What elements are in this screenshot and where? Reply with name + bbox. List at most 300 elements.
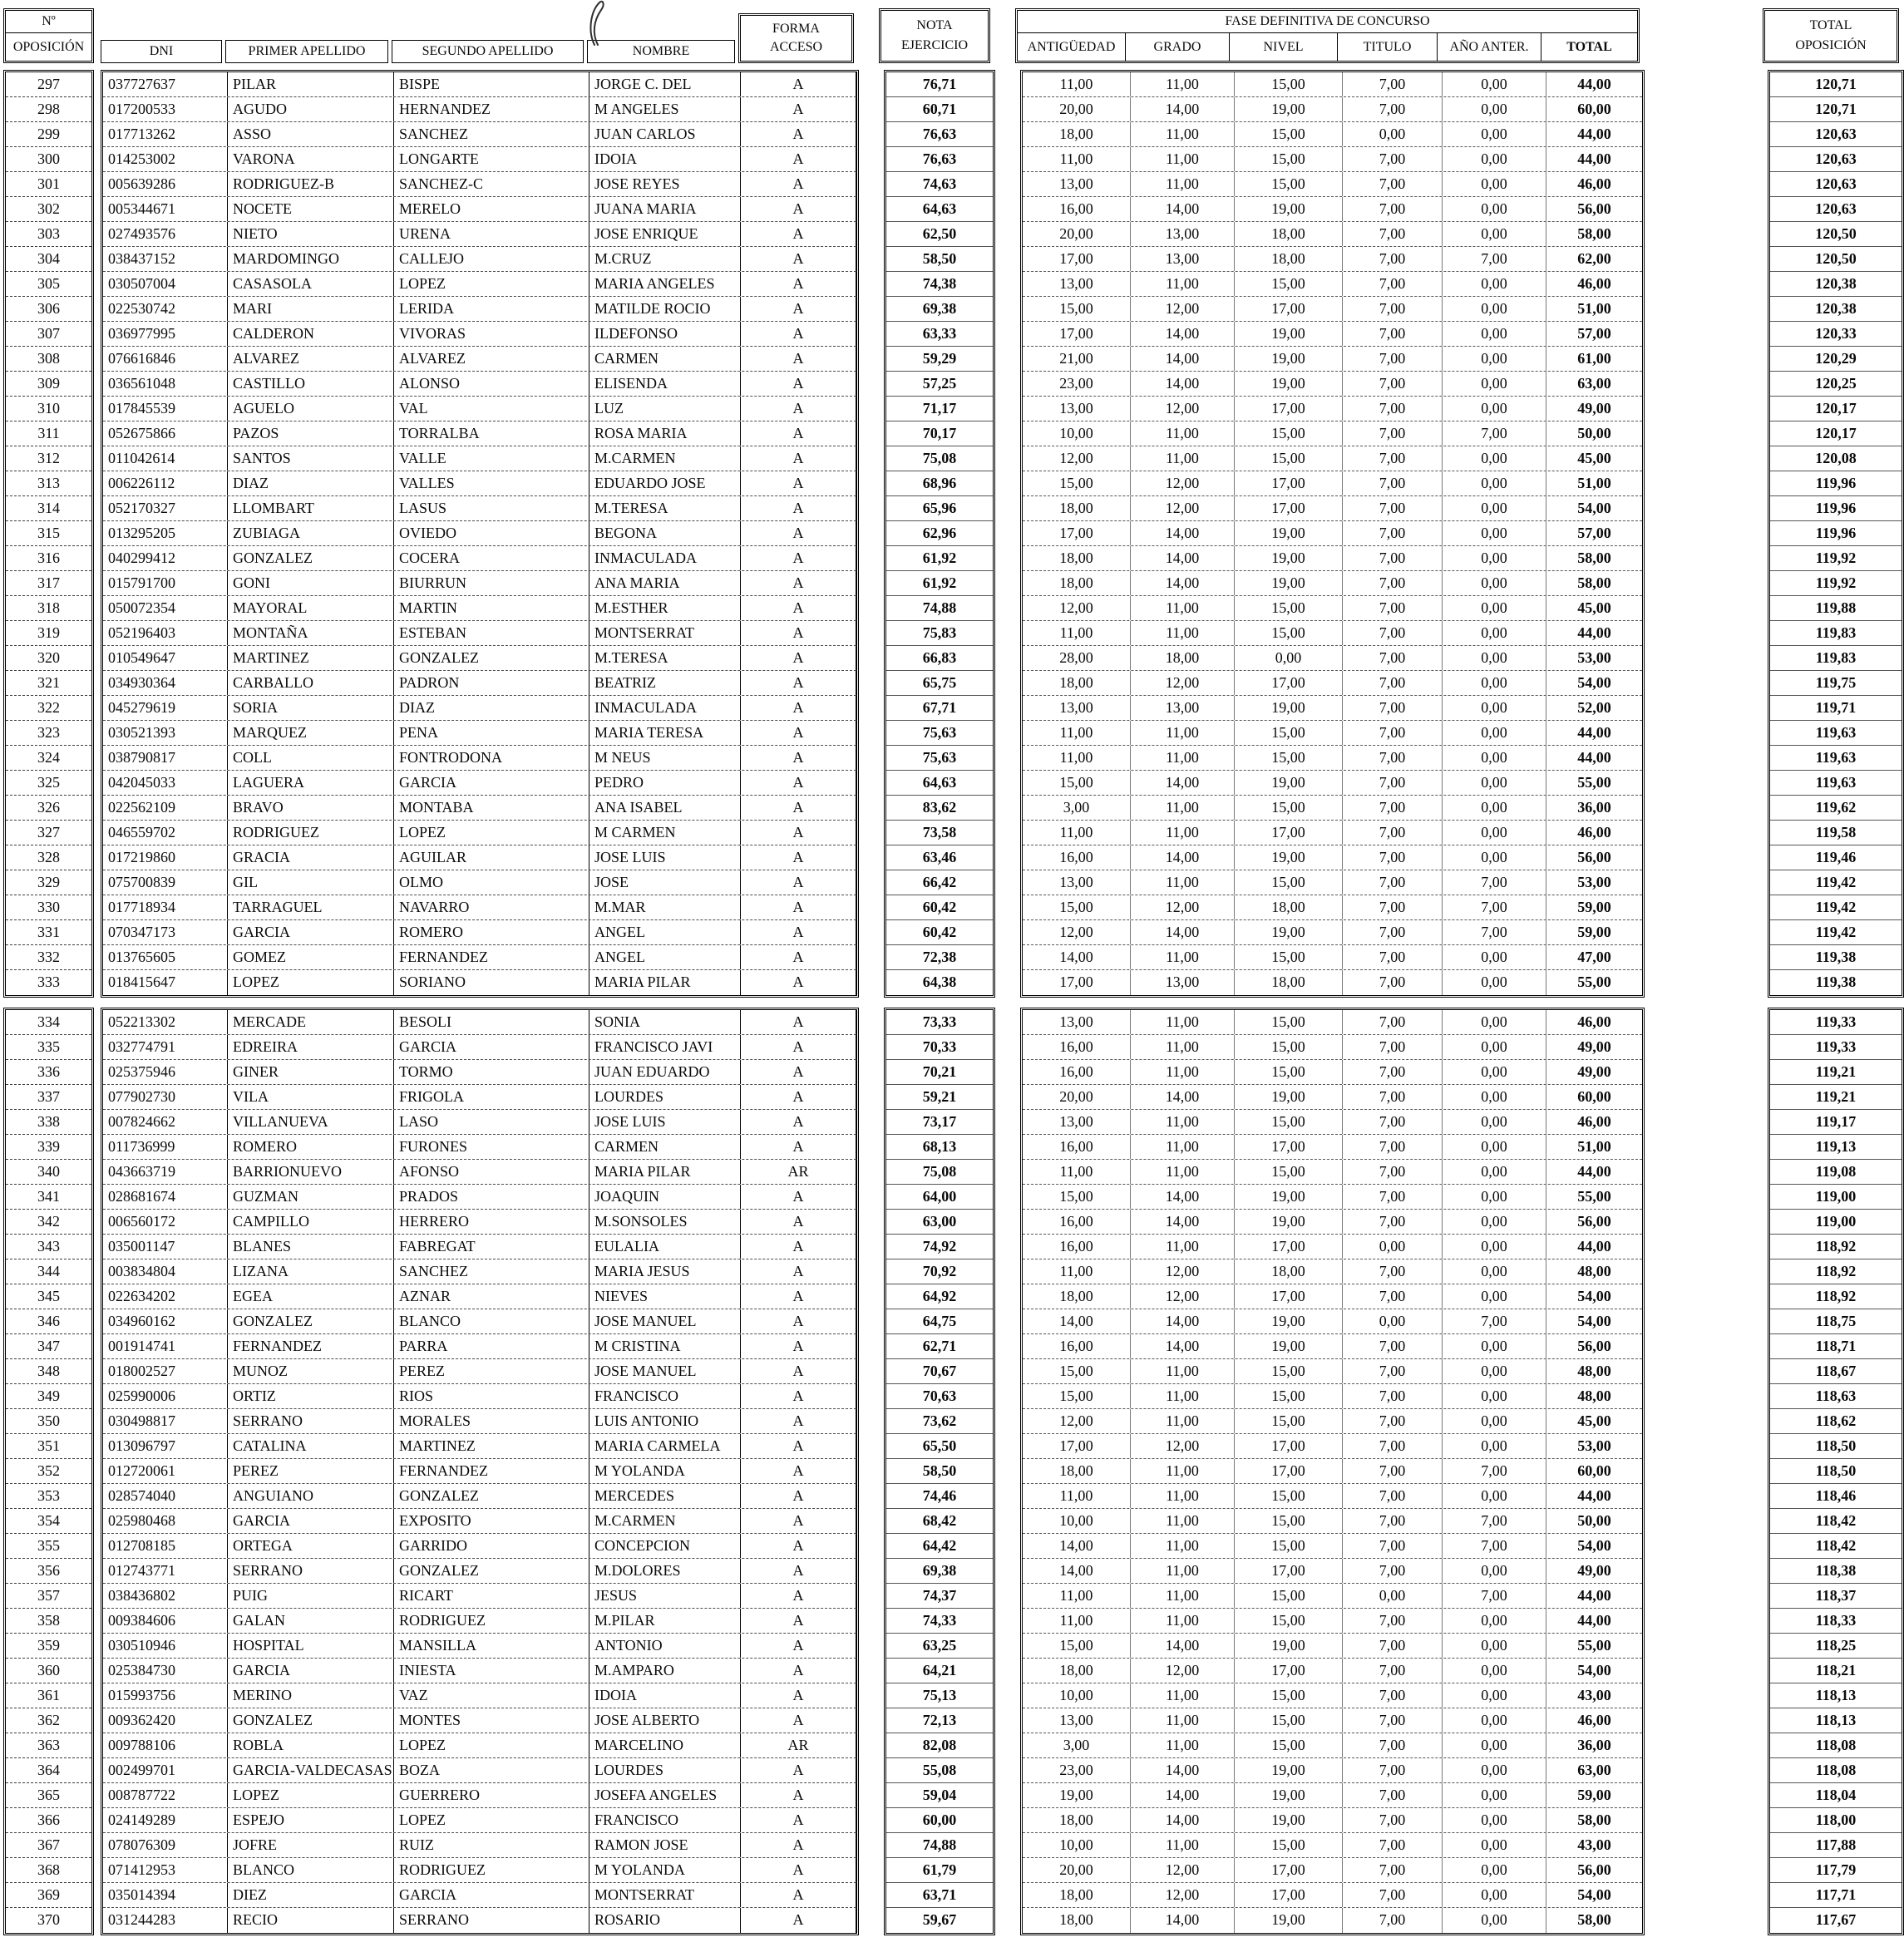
cell-total-oposicion: 119,92 xyxy=(1770,571,1902,596)
cell-total-concurso: 58,00 xyxy=(1577,1911,1611,1928)
cell-total-concurso: 51,00 xyxy=(1577,475,1611,491)
cell-nivel: 19,00 xyxy=(1235,1334,1343,1358)
cell-ano-anter: 0,00 xyxy=(1443,222,1546,246)
cell-total-oposicion: 119,62 xyxy=(1770,796,1902,821)
cell-primer-apellido: CARBALLO xyxy=(228,671,394,695)
cell-nombre: JOSE LUIS xyxy=(589,845,741,870)
cell-nivel: 17,00 xyxy=(1235,297,1343,321)
header-titulo: TITULO xyxy=(1338,33,1438,61)
table-row xyxy=(1023,1035,1642,1060)
cell-nombre: JUAN CARLOS xyxy=(589,122,741,146)
cell-total-oposicion: 118,25 xyxy=(1770,1634,1902,1659)
cell-num-oposicion: 297 xyxy=(6,72,91,97)
cell-nombre: MERCEDES xyxy=(589,1484,741,1508)
cell-forma-acceso: A xyxy=(741,920,856,944)
cell-primer-apellido: MAYORAL xyxy=(228,596,394,620)
cell-nombre: RAMON JOSE xyxy=(589,1833,741,1857)
cell-nombre: LOURDES xyxy=(589,1085,741,1109)
cell-total-concurso: 58,00 xyxy=(1577,1812,1611,1828)
cell-segundo-apellido: LASO xyxy=(394,1110,589,1134)
cell-forma-acceso: A xyxy=(741,895,856,919)
cell-primer-apellido: PEREZ xyxy=(228,1459,394,1483)
cell-nota-ejercicio: 65,50 xyxy=(886,1434,993,1459)
cell-antiguedad: 18,00 xyxy=(1023,122,1131,146)
cell-dni: 009384606 xyxy=(103,1609,228,1633)
cell-dni: 005344671 xyxy=(103,197,228,221)
cell-total-oposicion: 119,63 xyxy=(1770,746,1902,771)
table-row xyxy=(103,197,856,222)
cell-total-oposicion: 119,38 xyxy=(1770,945,1902,970)
cell-forma-acceso: A xyxy=(741,521,856,545)
cell-nombre: M.TERESA xyxy=(589,646,741,670)
cell-ano-anter: 0,00 xyxy=(1443,1833,1546,1857)
table-row xyxy=(1023,1659,1642,1683)
cell-titulo: 7,00 xyxy=(1343,1634,1443,1658)
cell-primer-apellido: MARQUEZ xyxy=(228,721,394,745)
cell-titulo: 7,00 xyxy=(1343,1185,1443,1209)
table-row xyxy=(1023,621,1642,646)
cell-titulo: 7,00 xyxy=(1343,421,1443,446)
cell-total-oposicion: 119,08 xyxy=(1770,1160,1902,1185)
cell-forma-acceso: A xyxy=(741,122,856,146)
cell-total-concurso: 56,00 xyxy=(1577,1861,1611,1878)
cell-grado: 11,00 xyxy=(1131,446,1235,471)
cell-forma-acceso: A xyxy=(741,1783,856,1807)
cell-ano-anter: 7,00 xyxy=(1443,1309,1546,1333)
cell-primer-apellido: AGUDO xyxy=(228,97,394,121)
cell-ano-anter: 0,00 xyxy=(1443,496,1546,520)
cell-nivel: 15,00 xyxy=(1235,272,1343,296)
cell-forma-acceso: A xyxy=(741,1833,856,1857)
cell-nombre: INMACULADA xyxy=(589,696,741,720)
cell-grado: 14,00 xyxy=(1131,197,1235,221)
cell-dni: 015791700 xyxy=(103,571,228,595)
cell-total-concurso: 58,00 xyxy=(1577,574,1611,591)
table-row xyxy=(103,521,856,546)
cell-dni: 003834804 xyxy=(103,1259,228,1284)
table-row xyxy=(1023,870,1642,895)
cell-segundo-apellido: FRIGOLA xyxy=(394,1085,589,1109)
cell-nivel: 17,00 xyxy=(1235,1459,1343,1483)
cell-nivel: 15,00 xyxy=(1235,446,1343,471)
cell-nota-ejercicio: 75,63 xyxy=(886,721,993,746)
cell-grado: 12,00 xyxy=(1131,1883,1235,1907)
cell-nivel: 17,00 xyxy=(1235,1559,1343,1583)
cell-total-oposicion: 118,08 xyxy=(1770,1733,1902,1758)
cell-total-oposicion: 119,42 xyxy=(1770,920,1902,945)
cell-nivel: 15,00 xyxy=(1235,1384,1343,1408)
cell-total-oposicion: 120,71 xyxy=(1770,97,1902,122)
table-row xyxy=(103,920,856,945)
cell-primer-apellido: FERNANDEZ xyxy=(228,1334,394,1358)
cell-forma-acceso: A xyxy=(741,1509,856,1533)
cell-total-oposicion: 118,71 xyxy=(1770,1334,1902,1359)
cell-titulo: 7,00 xyxy=(1343,1758,1443,1782)
cell-nombre: M.DOLORES xyxy=(589,1559,741,1583)
table-row xyxy=(103,222,856,247)
cell-num-oposicion: 310 xyxy=(6,397,91,421)
cell-nota-ejercicio: 75,13 xyxy=(886,1683,993,1708)
cell-grado: 18,00 xyxy=(1131,646,1235,670)
cell-titulo: 7,00 xyxy=(1343,1259,1443,1284)
cell-nivel: 15,00 xyxy=(1235,721,1343,745)
table-row xyxy=(103,746,856,771)
cell-antiguedad: 18,00 xyxy=(1023,1659,1131,1683)
cell-num-oposicion: 351 xyxy=(6,1434,91,1459)
cell-dni: 028681674 xyxy=(103,1185,228,1209)
table-row xyxy=(1023,1858,1642,1883)
table-row xyxy=(103,297,856,322)
cell-ano-anter: 0,00 xyxy=(1443,1135,1546,1159)
cell-primer-apellido: GONZALEZ xyxy=(228,546,394,570)
cell-dni: 006560172 xyxy=(103,1210,228,1234)
cell-titulo: 7,00 xyxy=(1343,1683,1443,1708)
cell-ano-anter: 0,00 xyxy=(1443,1634,1546,1658)
cell-num-oposicion: 314 xyxy=(6,496,91,521)
cell-segundo-apellido: ALONSO xyxy=(394,372,589,396)
cell-nivel: 15,00 xyxy=(1235,870,1343,895)
cell-ano-anter: 7,00 xyxy=(1443,1509,1546,1533)
table-row xyxy=(1023,1808,1642,1833)
table-row xyxy=(103,1235,856,1259)
cell-grado: 11,00 xyxy=(1131,1160,1235,1184)
cell-ano-anter: 7,00 xyxy=(1443,870,1546,895)
table-row xyxy=(1023,122,1642,147)
cell-primer-apellido: SERRANO xyxy=(228,1409,394,1433)
cell-num-oposicion: 309 xyxy=(6,372,91,397)
cell-dni: 001914741 xyxy=(103,1334,228,1358)
cell-total-concurso: 54,00 xyxy=(1577,1537,1611,1554)
cell-forma-acceso: A xyxy=(741,796,856,820)
cell-antiguedad: 13,00 xyxy=(1023,870,1131,895)
cell-total-oposicion: 118,08 xyxy=(1770,1758,1902,1783)
cell-forma-acceso: A xyxy=(741,1758,856,1782)
cell-forma-acceso: A xyxy=(741,1858,856,1882)
table-row xyxy=(1023,397,1642,421)
cell-total-oposicion: 120,50 xyxy=(1770,222,1902,247)
table-row xyxy=(103,1185,856,1210)
cell-titulo: 7,00 xyxy=(1343,1708,1443,1733)
cell-titulo: 7,00 xyxy=(1343,72,1443,96)
cell-titulo: 7,00 xyxy=(1343,347,1443,371)
cell-dni: 011736999 xyxy=(103,1135,228,1159)
cell-segundo-apellido: RODRIGUEZ xyxy=(394,1609,589,1633)
cell-grado: 11,00 xyxy=(1131,621,1235,645)
table-row xyxy=(1023,1634,1642,1659)
table-row xyxy=(1023,1210,1642,1235)
cell-segundo-apellido: GARCIA xyxy=(394,771,589,795)
table-row xyxy=(1023,1758,1642,1783)
cell-primer-apellido: LAGUERA xyxy=(228,771,394,795)
cell-nivel: 19,00 xyxy=(1235,1808,1343,1832)
cell-total-oposicion: 120,29 xyxy=(1770,347,1902,372)
cell-segundo-apellido: MONTES xyxy=(394,1708,589,1733)
table-row xyxy=(103,1683,856,1708)
table-row xyxy=(1023,197,1642,222)
cell-nombre: M CARMEN xyxy=(589,821,741,845)
cell-total-oposicion: 118,42 xyxy=(1770,1509,1902,1534)
cell-forma-acceso: A xyxy=(741,1409,856,1433)
cell-total-concurso: 44,00 xyxy=(1577,624,1611,641)
cell-num-oposicion: 354 xyxy=(6,1509,91,1534)
cell-num-oposicion: 322 xyxy=(6,696,91,721)
cell-nota-ejercicio: 66,42 xyxy=(886,870,993,895)
cell-dni: 006226112 xyxy=(103,471,228,495)
cell-nombre: MARCELINO xyxy=(589,1733,741,1757)
cell-nombre: M NEUS xyxy=(589,746,741,770)
cell-grado: 13,00 xyxy=(1131,222,1235,246)
cell-primer-apellido: BRAVO xyxy=(228,796,394,820)
cell-dni: 013765605 xyxy=(103,945,228,969)
cell-primer-apellido: CALDERON xyxy=(228,322,394,346)
cell-total-concurso: 57,00 xyxy=(1577,325,1611,342)
cell-segundo-apellido: LERIDA xyxy=(394,297,589,321)
cell-nota-ejercicio: 73,62 xyxy=(886,1409,993,1434)
cell-total-concurso: 48,00 xyxy=(1577,1263,1611,1279)
cell-nivel: 15,00 xyxy=(1235,1683,1343,1708)
cell-dni: 032774791 xyxy=(103,1035,228,1059)
cell-ano-anter: 0,00 xyxy=(1443,1160,1546,1184)
cell-antiguedad: 13,00 xyxy=(1023,397,1131,421)
cell-titulo: 7,00 xyxy=(1343,870,1443,895)
cell-total-concurso: 52,00 xyxy=(1577,699,1611,716)
cell-grado: 13,00 xyxy=(1131,247,1235,271)
cell-segundo-apellido: GONZALEZ xyxy=(394,646,589,670)
table-row xyxy=(1023,1584,1642,1609)
cell-primer-apellido: ROMERO xyxy=(228,1135,394,1159)
cell-nivel: 19,00 xyxy=(1235,521,1343,545)
cell-ano-anter: 0,00 xyxy=(1443,446,1546,471)
cell-primer-apellido: GONZALEZ xyxy=(228,1309,394,1333)
cell-antiguedad: 19,00 xyxy=(1023,1783,1131,1807)
cell-nota-ejercicio: 70,67 xyxy=(886,1359,993,1384)
cell-grado: 11,00 xyxy=(1131,1409,1235,1433)
table-row xyxy=(1023,1085,1642,1110)
cell-antiguedad: 10,00 xyxy=(1023,421,1131,446)
cell-forma-acceso: A xyxy=(741,1085,856,1109)
cell-total-concurso: 46,00 xyxy=(1577,175,1611,192)
cell-antiguedad: 10,00 xyxy=(1023,1833,1131,1857)
cell-antiguedad: 20,00 xyxy=(1023,97,1131,121)
cell-nombre: M.TERESA xyxy=(589,496,741,520)
cell-dni: 038436802 xyxy=(103,1584,228,1608)
cell-forma-acceso: A xyxy=(741,1634,856,1658)
cell-nombre: MARIA PILAR xyxy=(589,970,741,995)
cell-num-oposicion: 312 xyxy=(6,446,91,471)
cell-nivel: 15,00 xyxy=(1235,1359,1343,1383)
cell-antiguedad: 12,00 xyxy=(1023,920,1131,944)
cell-total-oposicion: 117,88 xyxy=(1770,1833,1902,1858)
table-row xyxy=(103,471,856,496)
header-num-line1: Nº xyxy=(6,11,91,33)
cell-forma-acceso: A xyxy=(741,821,856,845)
cell-dni: 052170327 xyxy=(103,496,228,520)
cell-primer-apellido: HOSPITAL xyxy=(228,1634,394,1658)
cell-segundo-apellido: FABREGAT xyxy=(394,1235,589,1259)
cell-titulo: 7,00 xyxy=(1343,521,1443,545)
table-row xyxy=(103,1210,856,1235)
cell-antiguedad: 16,00 xyxy=(1023,1210,1131,1234)
cell-num-oposicion: 369 xyxy=(6,1883,91,1908)
cell-primer-apellido: MONTAÑA xyxy=(228,621,394,645)
header-fase-group xyxy=(1015,8,1640,63)
cell-num-oposicion: 323 xyxy=(6,721,91,746)
cell-total-concurso: 59,00 xyxy=(1577,1787,1611,1803)
cell-total-oposicion: 118,46 xyxy=(1770,1484,1902,1509)
cell-forma-acceso: A xyxy=(741,197,856,221)
cell-dni: 013096797 xyxy=(103,1434,228,1458)
cell-total-concurso: 47,00 xyxy=(1577,949,1611,965)
table-row xyxy=(103,1085,856,1110)
cell-total-concurso: 46,00 xyxy=(1577,275,1611,292)
cell-total-concurso: 60,00 xyxy=(1577,1462,1611,1479)
cell-num-oposicion: 334 xyxy=(6,1010,91,1035)
cell-segundo-apellido: RODRIGUEZ xyxy=(394,1858,589,1882)
cell-forma-acceso: A xyxy=(741,1259,856,1284)
cell-total-oposicion: 117,67 xyxy=(1815,1911,1857,1928)
cell-total-oposicion: 118,42 xyxy=(1770,1534,1902,1559)
cell-nota-ejercicio: 70,63 xyxy=(886,1384,993,1409)
table-row xyxy=(1023,821,1642,845)
cell-antiguedad: 15,00 xyxy=(1023,1634,1131,1658)
table-row xyxy=(103,147,856,172)
cell-segundo-apellido: TORMO xyxy=(394,1060,589,1084)
cell-forma-acceso: A xyxy=(741,496,856,520)
cell-total-oposicion: 118,38 xyxy=(1770,1559,1902,1584)
cell-primer-apellido: PAZOS xyxy=(228,421,394,446)
cell-primer-apellido: BLANES xyxy=(228,1235,394,1259)
cell-segundo-apellido: BOZA xyxy=(394,1758,589,1782)
cell-titulo: 7,00 xyxy=(1343,696,1443,720)
cell-titulo: 7,00 xyxy=(1343,796,1443,820)
cell-primer-apellido: AGUELO xyxy=(228,397,394,421)
cell-dni: 040299412 xyxy=(103,546,228,570)
table-row xyxy=(1023,1534,1642,1559)
header-primer-apellido: PRIMER APELLIDO xyxy=(225,40,388,63)
cell-nota-ejercicio: 74,33 xyxy=(886,1609,993,1634)
cell-grado: 11,00 xyxy=(1131,1609,1235,1633)
cell-grado: 14,00 xyxy=(1131,1908,1235,1933)
cell-forma-acceso: A xyxy=(741,1210,856,1234)
cell-dni: 017200533 xyxy=(103,97,228,121)
cell-forma-acceso: A xyxy=(741,471,856,495)
cell-segundo-apellido: AZNAR xyxy=(394,1284,589,1309)
cell-antiguedad: 16,00 xyxy=(1023,197,1131,221)
header-total-oposicion xyxy=(1763,8,1899,63)
cell-titulo: 7,00 xyxy=(1343,1110,1443,1134)
cell-grado: 11,00 xyxy=(1131,1060,1235,1084)
cell-nivel: 18,00 xyxy=(1235,222,1343,246)
cell-ano-anter: 0,00 xyxy=(1443,1235,1546,1259)
table-row xyxy=(103,1110,856,1135)
cell-primer-apellido: LOPEZ xyxy=(228,1783,394,1807)
cell-segundo-apellido: GUERRERO xyxy=(394,1783,589,1807)
table-row xyxy=(1023,1434,1642,1459)
cell-nombre: EDUARDO JOSE xyxy=(589,471,741,495)
cell-primer-apellido: GIL xyxy=(228,870,394,895)
cell-nivel: 15,00 xyxy=(1235,1010,1343,1034)
cell-nivel: 18,00 xyxy=(1235,970,1343,995)
cell-nombre: M ANGELES xyxy=(589,97,741,121)
column-total-oposicion xyxy=(1768,70,1904,998)
cell-titulo: 7,00 xyxy=(1343,571,1443,595)
cell-ano-anter: 0,00 xyxy=(1443,1284,1546,1309)
header-dni-wrap xyxy=(101,40,225,63)
cell-grado: 12,00 xyxy=(1131,1259,1235,1284)
cell-total-concurso: 61,00 xyxy=(1577,350,1611,367)
cell-num-oposicion: 341 xyxy=(6,1185,91,1210)
cell-dni: 012743771 xyxy=(103,1559,228,1583)
cell-nivel: 15,00 xyxy=(1235,421,1343,446)
cell-segundo-apellido: GARRIDO xyxy=(394,1534,589,1558)
cell-forma-acceso: A xyxy=(741,397,856,421)
cell-antiguedad: 17,00 xyxy=(1023,322,1131,346)
cell-forma-acceso: A xyxy=(741,1185,856,1209)
table-row xyxy=(1023,1185,1642,1210)
column-numero xyxy=(3,70,94,998)
cell-titulo: 7,00 xyxy=(1343,496,1443,520)
cell-dni: 030507004 xyxy=(103,272,228,296)
cell-nivel: 17,00 xyxy=(1235,471,1343,495)
cell-forma-acceso: A xyxy=(741,671,856,695)
cell-nota-ejercicio: 64,21 xyxy=(886,1659,993,1683)
cell-num-oposicion: 311 xyxy=(6,421,91,446)
cell-titulo: 0,00 xyxy=(1343,1235,1443,1259)
cell-nombre: IDOIA xyxy=(589,147,741,171)
cell-antiguedad: 18,00 xyxy=(1023,546,1131,570)
cell-segundo-apellido: SANCHEZ-C xyxy=(394,172,589,196)
column-gap xyxy=(1640,8,1763,63)
cell-titulo: 7,00 xyxy=(1343,1459,1443,1483)
cell-segundo-apellido: CALLEJO xyxy=(394,247,589,271)
cell-num-oposicion: 324 xyxy=(6,746,91,771)
cell-nivel: 19,00 xyxy=(1235,1758,1343,1782)
cell-num-oposicion: 361 xyxy=(6,1683,91,1708)
cell-nombre: JOSE xyxy=(589,870,741,895)
cell-ano-anter: 0,00 xyxy=(1443,721,1546,745)
cell-primer-apellido: NOCETE xyxy=(228,197,394,221)
cell-ano-anter: 0,00 xyxy=(1443,1060,1546,1084)
cell-dni: 014253002 xyxy=(103,147,228,171)
cell-total-oposicion: 120,25 xyxy=(1770,372,1902,397)
cell-nivel: 19,00 xyxy=(1235,372,1343,396)
cell-num-oposicion: 342 xyxy=(6,1210,91,1235)
cell-forma-acceso: A xyxy=(741,1060,856,1084)
cell-nivel: 15,00 xyxy=(1235,1833,1343,1857)
cell-total-concurso: 53,00 xyxy=(1577,1437,1611,1454)
cell-total-oposicion: 119,71 xyxy=(1770,696,1902,721)
header-antiguedad: ANTIGÜEDAD xyxy=(1018,33,1126,61)
cell-ano-anter: 0,00 xyxy=(1443,1185,1546,1209)
cell-total-oposicion: 118,13 xyxy=(1770,1683,1902,1708)
cell-forma-acceso: A xyxy=(741,1434,856,1458)
cell-nivel: 19,00 xyxy=(1235,845,1343,870)
table-row xyxy=(1023,1733,1642,1758)
cell-antiguedad: 11,00 xyxy=(1023,821,1131,845)
cell-ano-anter: 0,00 xyxy=(1443,821,1546,845)
cell-forma-acceso: A xyxy=(741,621,856,645)
cell-total-concurso: 55,00 xyxy=(1577,1637,1611,1654)
cell-total-concurso: 45,00 xyxy=(1577,450,1611,466)
cell-ano-anter: 0,00 xyxy=(1443,1609,1546,1633)
cell-segundo-apellido: FERNANDEZ xyxy=(394,1459,589,1483)
cell-ano-anter: 0,00 xyxy=(1443,1035,1546,1059)
table-row xyxy=(103,1634,856,1659)
cell-grado: 14,00 xyxy=(1131,1185,1235,1209)
cell-num-oposicion: 352 xyxy=(6,1459,91,1484)
cell-total-concurso: 55,00 xyxy=(1577,774,1611,791)
cell-forma-acceso: A xyxy=(741,1808,856,1832)
